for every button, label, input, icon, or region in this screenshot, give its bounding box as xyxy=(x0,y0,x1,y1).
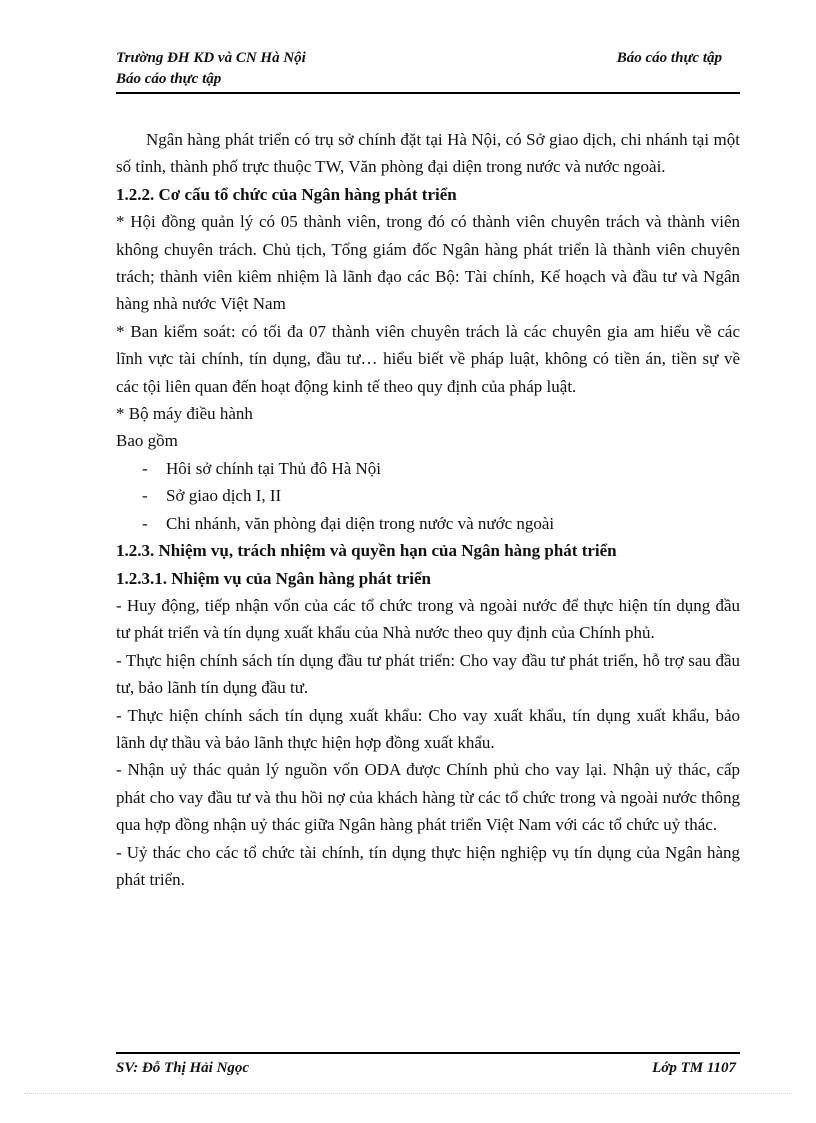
page-header xyxy=(116,48,740,94)
header-subtitle: Báo cáo thực tập xyxy=(116,71,222,87)
duty-paragraph: - Thực hiện chính sách tín dụng đầu tư phát triển: Cho vay đầu tư phát triển, hỗ trợ sau đầu tư, bảo lãnh tín dụng đầu tư. xyxy=(116,650,740,698)
header-report-title: Báo cáo thực tập xyxy=(616,50,722,66)
list-item-text: Hôi sở chính tại Thủ đô Hà Nội xyxy=(166,458,382,478)
header-left xyxy=(116,48,306,90)
section-heading-1-2-3: 1.2.3. Nhiệm vụ, trách nhiệm và quyền hạn của Ngân hàng phát triển xyxy=(116,541,617,561)
branch-list xyxy=(116,455,740,537)
control-board-paragraph: * Ban kiểm soát: có tối đa 07 thành viên chuyên trách là các chuyên gia am hiểu về các lĩnh vực tài chính, tín dụng, đầu tư… hiểu biết về pháp luật, không có tiền án, tiền sự về các tội liên quan đến hoạt động kinh tế theo quy định của pháp luật. xyxy=(116,321,740,396)
section-heading-1-2-3-1: 1.2.3.1. Nhiệm vụ của Ngân hàng phát triển xyxy=(116,568,432,588)
list-dash: - xyxy=(142,513,148,533)
includes-label: Bao gồm xyxy=(116,431,178,451)
council-paragraph: * Hội đồng quản lý có 05 thành viên, trong đó có thành viên chuyên trách và thành viên không chuyên trách. Chủ tịch, Tổng giám đốc Ngân hàng phát triển là thành viên chuyên trách; thành viên kiêm nhiệm là lãnh đạo các Bộ: Tài chính, Kế hoạch và đầu tư và Ngân hàng nhà nước Việt Nam xyxy=(116,212,740,314)
section-heading-1-2-2: 1.2.2. Cơ cấu tổ chức của Ngân hàng phát triển xyxy=(116,184,457,204)
duty-paragraph: - Thực hiện chính sách tín dụng xuất khẩu: Cho vay xuất khẩu, tín dụng xuất khẩu, bảo lãnh dự thầu và bảo lãnh thực hiện hợp đồng xuất khẩu. xyxy=(116,705,740,752)
list-item-text: Sở giao dịch I, II xyxy=(166,486,282,506)
list-item xyxy=(116,482,740,509)
intro-paragraph: Ngân hàng phát triển có trụ sở chính đặt tại Hà Nội, có Sở giao dịch, chi nhánh tại một số tỉnh, thành phố trực thuộc TW, Văn phòng đại diện trong nước và nước ngoài. xyxy=(116,130,740,177)
list-item xyxy=(116,455,740,482)
document-body xyxy=(116,126,740,893)
page-footer xyxy=(116,1052,740,1076)
list-dash: - xyxy=(142,486,148,506)
footer-class: Lớp TM 1107 xyxy=(652,1060,736,1076)
list-item-text: Chi nhánh, văn phòng đại diện trong nước và nước ngoài xyxy=(166,513,555,533)
duty-paragraph: - Uỷ thác cho các tổ chức tài chính, tín dụng thực hiện nghiệp vụ tín dụng của Ngân hàng phát triển. xyxy=(116,842,740,889)
page-bottom-divider xyxy=(24,1093,792,1094)
duty-paragraph: - Nhận uỷ thác quản lý nguồn vốn ODA được Chính phủ cho vay lại. Nhận uỷ thác, cấp phát cho vay đầu tư và thu hồi nợ của khách hàng từ các tổ chức trong và ngoài nước thông qua hợp đồng nhận uỷ thác giữa Ngân hàng phát triển Việt Nam với các tổ chức uỷ thác. xyxy=(116,760,740,835)
list-dash: - xyxy=(142,458,148,478)
footer-student: SV: Đỗ Thị Hải Ngọc xyxy=(116,1060,250,1076)
executive-paragraph: * Bộ máy điều hành xyxy=(116,404,253,424)
header-school: Trường ĐH KD và CN Hà Nội xyxy=(116,50,306,66)
duty-paragraph: - Huy động, tiếp nhận vốn của các tổ chức trong và ngoài nước để thực hiện tín dụng đầu tư phát triển và tín dụng xuất khẩu của Nhà nước theo quy định của Chính phủ. xyxy=(116,595,740,643)
list-item xyxy=(116,510,740,537)
